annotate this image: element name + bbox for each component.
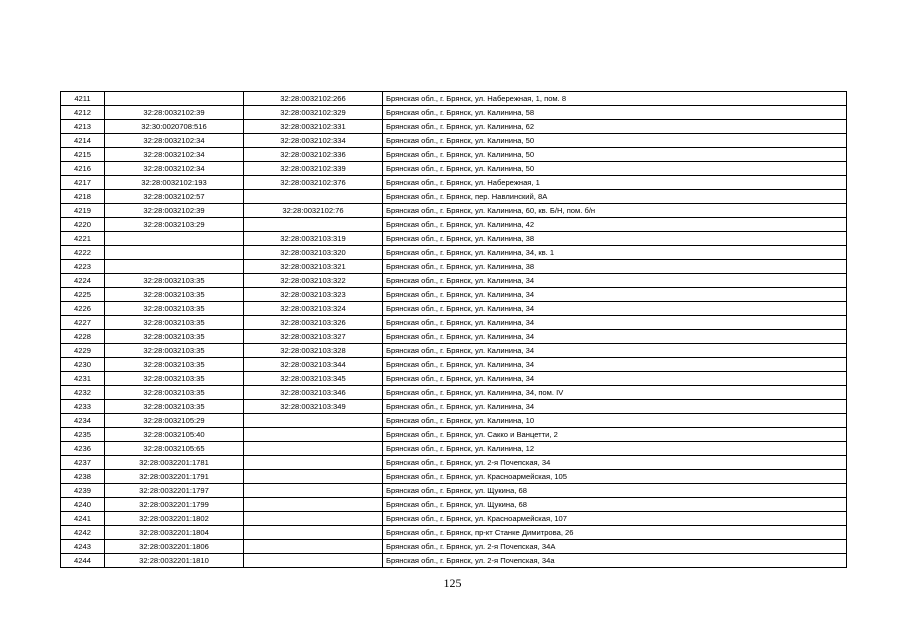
object-cadastral-number-cell <box>244 218 383 232</box>
land-cadastral-number-cell <box>105 92 244 106</box>
address-cell: Брянская обл., г. Брянск, ул. Щукина, 68 <box>383 498 847 512</box>
land-cadastral-number-cell: 32:28:0032103:35 <box>105 358 244 372</box>
row-number-cell: 4226 <box>61 302 105 316</box>
object-cadastral-number-cell: 32:28:0032102:329 <box>244 106 383 120</box>
row-number-cell: 4211 <box>61 92 105 106</box>
table-row <box>61 554 847 568</box>
row-number-cell: 4230 <box>61 358 105 372</box>
land-cadastral-number-cell: 32:28:0032102:39 <box>105 106 244 120</box>
address-cell: Брянская обл., г. Брянск, ул. 2-я Почепская, 34А <box>383 540 847 554</box>
land-cadastral-number-cell: 32:28:0032103:35 <box>105 274 244 288</box>
address-cell: Брянская обл., г. Брянск, ул. Калинина, 62 <box>383 120 847 134</box>
address-cell: Брянская обл., г. Брянск, ул. 2-я Почепская, 34а <box>383 554 847 568</box>
land-cadastral-number-cell <box>105 232 244 246</box>
address-cell: Брянская обл., г. Брянск, ул. Калинина, 34 <box>383 330 847 344</box>
table-row <box>61 274 847 288</box>
row-number-cell: 4227 <box>61 316 105 330</box>
registry-table <box>60 91 847 568</box>
object-cadastral-number-cell: 32:28:0032103:326 <box>244 316 383 330</box>
object-cadastral-number-cell <box>244 554 383 568</box>
address-cell: Брянская обл., г. Брянск, ул. Калинина, 34 <box>383 288 847 302</box>
land-cadastral-number-cell: 32:28:0032105:29 <box>105 414 244 428</box>
land-cadastral-number-cell: 32:28:0032201:1804 <box>105 526 244 540</box>
row-number-cell: 4244 <box>61 554 105 568</box>
table-row <box>61 218 847 232</box>
address-cell: Брянская обл., г. Брянск, ул. Красноармейская, 105 <box>383 470 847 484</box>
page-number: 125 <box>443 576 462 590</box>
row-number-cell: 4214 <box>61 134 105 148</box>
object-cadastral-number-cell <box>244 484 383 498</box>
land-cadastral-number-cell: 32:28:0032201:1791 <box>105 470 244 484</box>
table-row <box>61 344 847 358</box>
land-cadastral-number-cell: 32:28:0032103:29 <box>105 218 244 232</box>
land-cadastral-number-cell: 32:28:0032105:65 <box>105 442 244 456</box>
table-row <box>61 288 847 302</box>
row-number-cell: 4216 <box>61 162 105 176</box>
object-cadastral-number-cell: 32:28:0032103:322 <box>244 274 383 288</box>
address-cell: Брянская обл., г. Брянск, ул. Набережная, 1, пом. 8 <box>383 92 847 106</box>
object-cadastral-number-cell: 32:28:0032102:376 <box>244 176 383 190</box>
land-cadastral-number-cell: 32:28:0032105:40 <box>105 428 244 442</box>
table-row <box>61 498 847 512</box>
address-cell: Брянская обл., г. Брянск, ул. Красноармейская, 107 <box>383 512 847 526</box>
object-cadastral-number-cell <box>244 526 383 540</box>
object-cadastral-number-cell <box>244 442 383 456</box>
land-cadastral-number-cell: 32:28:0032201:1781 <box>105 456 244 470</box>
table-row <box>61 428 847 442</box>
row-number-cell: 4228 <box>61 330 105 344</box>
table-row <box>61 540 847 554</box>
table-row <box>61 400 847 414</box>
object-cadastral-number-cell: 32:28:0032103:327 <box>244 330 383 344</box>
row-number-cell: 4223 <box>61 260 105 274</box>
object-cadastral-number-cell: 32:28:0032103:321 <box>244 260 383 274</box>
table-row <box>61 372 847 386</box>
row-number-cell: 4218 <box>61 190 105 204</box>
address-cell: Брянская обл., г. Брянск, пер. Навлинский, 8А <box>383 190 847 204</box>
object-cadastral-number-cell: 32:28:0032103:346 <box>244 386 383 400</box>
object-cadastral-number-cell: 32:28:0032102:336 <box>244 148 383 162</box>
row-number-cell: 4242 <box>61 526 105 540</box>
table-row <box>61 204 847 218</box>
address-cell: Брянская обл., г. Брянск, ул. Калинина, 50 <box>383 148 847 162</box>
land-cadastral-number-cell: 32:28:0032102:34 <box>105 134 244 148</box>
table-row <box>61 106 847 120</box>
object-cadastral-number-cell <box>244 470 383 484</box>
land-cadastral-number-cell: 32:28:0032201:1802 <box>105 512 244 526</box>
land-cadastral-number-cell: 32:28:0032103:35 <box>105 386 244 400</box>
table-row <box>61 190 847 204</box>
table-row <box>61 316 847 330</box>
table-row <box>61 512 847 526</box>
object-cadastral-number-cell <box>244 456 383 470</box>
table-row <box>61 260 847 274</box>
land-cadastral-number-cell: 32:28:0032102:57 <box>105 190 244 204</box>
address-cell: Брянская обл., г. Брянск, ул. Калинина, 34 <box>383 344 847 358</box>
row-number-cell: 4217 <box>61 176 105 190</box>
row-number-cell: 4240 <box>61 498 105 512</box>
row-number-cell: 4241 <box>61 512 105 526</box>
row-number-cell: 4234 <box>61 414 105 428</box>
object-cadastral-number-cell: 32:28:0032103:319 <box>244 232 383 246</box>
object-cadastral-number-cell <box>244 540 383 554</box>
address-cell: Брянская обл., г. Брянск, ул. Калинина, 34 <box>383 316 847 330</box>
address-cell: Брянская обл., г. Брянск, ул. Калинина, 38 <box>383 260 847 274</box>
row-number-cell: 4224 <box>61 274 105 288</box>
table-row <box>61 120 847 134</box>
table-row <box>61 134 847 148</box>
address-cell: Брянская обл., г. Брянск, ул. Калинина, 34 <box>383 400 847 414</box>
row-number-cell: 4222 <box>61 246 105 260</box>
land-cadastral-number-cell: 32:30:0020708:516 <box>105 120 244 134</box>
address-cell: Брянская обл., г. Брянск, ул. Калинина, 34 <box>383 302 847 316</box>
land-cadastral-number-cell: 32:28:0032103:35 <box>105 400 244 414</box>
address-cell: Брянская обл., г. Брянск, ул. Калинина, 34 <box>383 358 847 372</box>
land-cadastral-number-cell: 32:28:0032103:35 <box>105 372 244 386</box>
row-number-cell: 4238 <box>61 470 105 484</box>
address-cell: Брянская обл., г. Брянск, ул. Калинина, 60, кв. Б/Н, пом. б/н <box>383 204 847 218</box>
object-cadastral-number-cell: 32:28:0032102:339 <box>244 162 383 176</box>
land-cadastral-number-cell <box>105 260 244 274</box>
table-row <box>61 470 847 484</box>
row-number-cell: 4212 <box>61 106 105 120</box>
address-cell: Брянская обл., г. Брянск, ул. Калинина, 10 <box>383 414 847 428</box>
land-cadastral-number-cell: 32:28:0032103:35 <box>105 302 244 316</box>
row-number-cell: 4225 <box>61 288 105 302</box>
land-cadastral-number-cell: 32:28:0032102:39 <box>105 204 244 218</box>
object-cadastral-number-cell <box>244 428 383 442</box>
object-cadastral-number-cell <box>244 512 383 526</box>
object-cadastral-number-cell: 32:28:0032103:323 <box>244 288 383 302</box>
object-cadastral-number-cell: 32:28:0032102:76 <box>244 204 383 218</box>
row-number-cell: 4220 <box>61 218 105 232</box>
object-cadastral-number-cell: 32:28:0032103:320 <box>244 246 383 260</box>
land-cadastral-number-cell: 32:28:0032102:34 <box>105 162 244 176</box>
land-cadastral-number-cell: 32:28:0032201:1797 <box>105 484 244 498</box>
row-number-cell: 4221 <box>61 232 105 246</box>
object-cadastral-number-cell <box>244 414 383 428</box>
address-cell: Брянская обл., г. Брянск, ул. Калинина, 34, пом. IV <box>383 386 847 400</box>
table-row <box>61 414 847 428</box>
address-cell: Брянская обл., г. Брянск, ул. Калинина, 50 <box>383 134 847 148</box>
table-row <box>61 484 847 498</box>
address-cell: Брянская обл., г. Брянск, ул. 2-я Почепская, 34 <box>383 456 847 470</box>
table-row <box>61 148 847 162</box>
land-cadastral-number-cell: 32:28:0032103:35 <box>105 288 244 302</box>
row-number-cell: 4229 <box>61 344 105 358</box>
address-cell: Брянская обл., г. Брянск, ул. Набережная, 1 <box>383 176 847 190</box>
address-cell: Брянская обл., г. Брянск, ул. Щукина, 68 <box>383 484 847 498</box>
address-cell: Брянская обл., г. Брянск, ул. Калинина, 12 <box>383 442 847 456</box>
object-cadastral-number-cell: 32:28:0032103:328 <box>244 344 383 358</box>
address-cell: Брянская обл., г. Брянск, ул. Калинина, 50 <box>383 162 847 176</box>
table-row <box>61 162 847 176</box>
table-row <box>61 358 847 372</box>
land-cadastral-number-cell <box>105 246 244 260</box>
address-cell: Брянская обл., г. Брянск, ул. Калинина, 42 <box>383 218 847 232</box>
object-cadastral-number-cell: 32:28:0032103:344 <box>244 358 383 372</box>
object-cadastral-number-cell <box>244 190 383 204</box>
land-cadastral-number-cell: 32:28:0032103:35 <box>105 330 244 344</box>
row-number-cell: 4239 <box>61 484 105 498</box>
object-cadastral-number-cell: 32:28:0032103:349 <box>244 400 383 414</box>
object-cadastral-number-cell: 32:28:0032102:334 <box>244 134 383 148</box>
object-cadastral-number-cell: 32:28:0032102:266 <box>244 92 383 106</box>
table-row <box>61 442 847 456</box>
table-row <box>61 386 847 400</box>
address-cell: Брянская обл., г. Брянск, ул. Калинина, 34 <box>383 274 847 288</box>
registry-table-body <box>61 92 847 568</box>
address-cell: Брянская обл., г. Брянск, ул. Калинина, 58 <box>383 106 847 120</box>
row-number-cell: 4219 <box>61 204 105 218</box>
table-row <box>61 176 847 190</box>
address-cell: Брянская обл., г. Брянск, ул. Сакко и Ванцетти, 2 <box>383 428 847 442</box>
row-number-cell: 4231 <box>61 372 105 386</box>
land-cadastral-number-cell: 32:28:0032103:35 <box>105 316 244 330</box>
land-cadastral-number-cell: 32:28:0032103:35 <box>105 344 244 358</box>
row-number-cell: 4243 <box>61 540 105 554</box>
row-number-cell: 4215 <box>61 148 105 162</box>
address-cell: Брянская обл., г. Брянск, ул. Калинина, 38 <box>383 232 847 246</box>
table-row <box>61 456 847 470</box>
table-row <box>61 526 847 540</box>
row-number-cell: 4233 <box>61 400 105 414</box>
table-row <box>61 302 847 316</box>
row-number-cell: 4232 <box>61 386 105 400</box>
land-cadastral-number-cell: 32:28:0032102:193 <box>105 176 244 190</box>
address-cell: Брянская обл., г. Брянск, ул. Калинина, 34 <box>383 372 847 386</box>
address-cell: Брянская обл., г. Брянск, пр-кт Станке Димитрова, 26 <box>383 526 847 540</box>
table-row <box>61 330 847 344</box>
row-number-cell: 4213 <box>61 120 105 134</box>
object-cadastral-number-cell: 32:28:0032102:331 <box>244 120 383 134</box>
land-cadastral-number-cell: 32:28:0032201:1799 <box>105 498 244 512</box>
row-number-cell: 4237 <box>61 456 105 470</box>
row-number-cell: 4235 <box>61 428 105 442</box>
table-row <box>61 246 847 260</box>
object-cadastral-number-cell: 32:28:0032103:324 <box>244 302 383 316</box>
object-cadastral-number-cell <box>244 498 383 512</box>
table-row <box>61 92 847 106</box>
table-row <box>61 232 847 246</box>
land-cadastral-number-cell: 32:28:0032102:34 <box>105 148 244 162</box>
address-cell: Брянская обл., г. Брянск, ул. Калинина, 34, кв. 1 <box>383 246 847 260</box>
land-cadastral-number-cell: 32:28:0032201:1806 <box>105 540 244 554</box>
row-number-cell: 4236 <box>61 442 105 456</box>
object-cadastral-number-cell: 32:28:0032103:345 <box>244 372 383 386</box>
land-cadastral-number-cell: 32:28:0032201:1810 <box>105 554 244 568</box>
